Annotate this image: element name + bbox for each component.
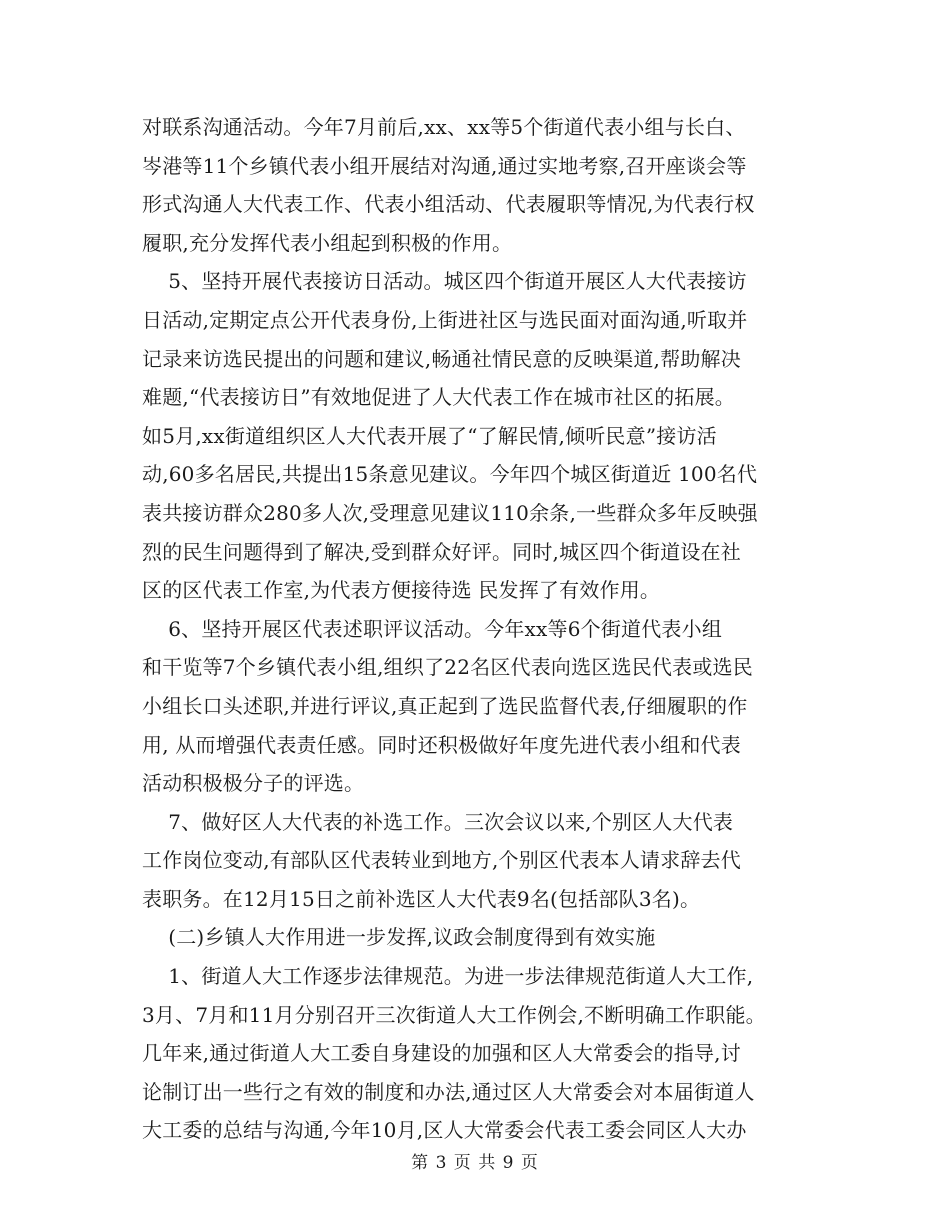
text-line: 用, 从而增强代表责任感。同时还积极做好年度先进代表小组和代表 xyxy=(142,732,741,757)
text-line: 记录来访选民提出的问题和建议,畅通社情民意的反映渠道,帮助解决 xyxy=(142,346,741,371)
text-line: (二)乡镇人大作用进一步发挥,议政会制度得到有效实施 xyxy=(142,925,656,950)
text-line: 7、做好区人大代表的补选工作。三次会议以来,个别区人大代表 xyxy=(142,809,734,834)
text-line: 日活动,定期定点公开代表身份,上街进社区与选民面对面沟通,听取并 xyxy=(142,307,748,332)
text-line: 履职,充分发挥代表小组起到积极的作用。 xyxy=(142,230,513,255)
text-line: 工作岗位变动,有部队区代表转业到地方,个别区代表本人请求辞去代 xyxy=(142,848,741,873)
text-line: 区的区代表工作室,为代表方便接待选 民发挥了有效作用。 xyxy=(142,578,661,603)
text-line: 1、街道人大工作逐步法律规范。为进一步法律规范街道人大工作, xyxy=(142,964,754,989)
text-line: 对联系沟通活动。今年7月前后,xx、xx等5个街道代表小组与长白、 xyxy=(142,115,746,139)
text-line: 活动积极极分子的评选。 xyxy=(142,771,365,796)
text-line: 形式沟通人大代表工作、代表小组活动、代表履职等情况,为代表行权 xyxy=(142,192,755,217)
text-line: 难题,“代表接访日”有效地促进了人大代表工作在城市社区的拓展。 xyxy=(142,385,736,410)
body-text xyxy=(142,108,812,1150)
text-line: 岑港等11个乡镇代表小组开展结对沟通,通过实地考察,召开座谈会等 xyxy=(142,153,747,178)
text-line: 6、坚持开展区代表述职评议活动。今年xx等6个街道代表小组 xyxy=(142,616,723,641)
text-line: 3月、7月和11月分别召开三次街道人大工作例会,不断明确工作职能。 xyxy=(142,1002,766,1027)
text-line: 论制订出一些行之有效的制度和办法,通过区人大常委会对本届街道人 xyxy=(142,1079,755,1104)
text-line: 烈的民生问题得到了解决,受到群众好评。同时,城区四个街道设在社 xyxy=(142,539,741,564)
text-line: 几年来,通过街道人大工委自身建设的加强和区人大常委会的指导,讨 xyxy=(142,1041,741,1066)
text-line: 动,60多名居民,共提出15条意见建议。今年四个城区街道近 100名代 xyxy=(142,462,758,487)
text-line: 表职务。在12月15日之前补选区人大代表9名(包括部队3名)。 xyxy=(142,886,701,911)
text-line: 小组长口头述职,并进行评议,真正起到了选民监督代表,仔细履职的作 xyxy=(142,693,748,718)
page-number-footer: 第 3 页 共 9 页 xyxy=(411,1153,539,1173)
text-line: 和干览等7个乡镇代表小组,组织了22名区代表向选区选民代表或选民 xyxy=(142,655,753,680)
text-line: 表共接访群众280多人次,受理意见建议110余条,一些群众多年反映强 xyxy=(142,500,758,525)
text-line: 如5月,xx街道组织区人大代表开展了“了解民情,倾听民意”接访活 xyxy=(142,423,717,448)
text-line: 5、坚持开展代表接访日活动。城区四个街道开展区人大代表接访 xyxy=(142,269,747,294)
text-line: 大工委的总结与沟通,今年10月,区人大常委会代表工委会同区人大办 xyxy=(142,1118,747,1143)
